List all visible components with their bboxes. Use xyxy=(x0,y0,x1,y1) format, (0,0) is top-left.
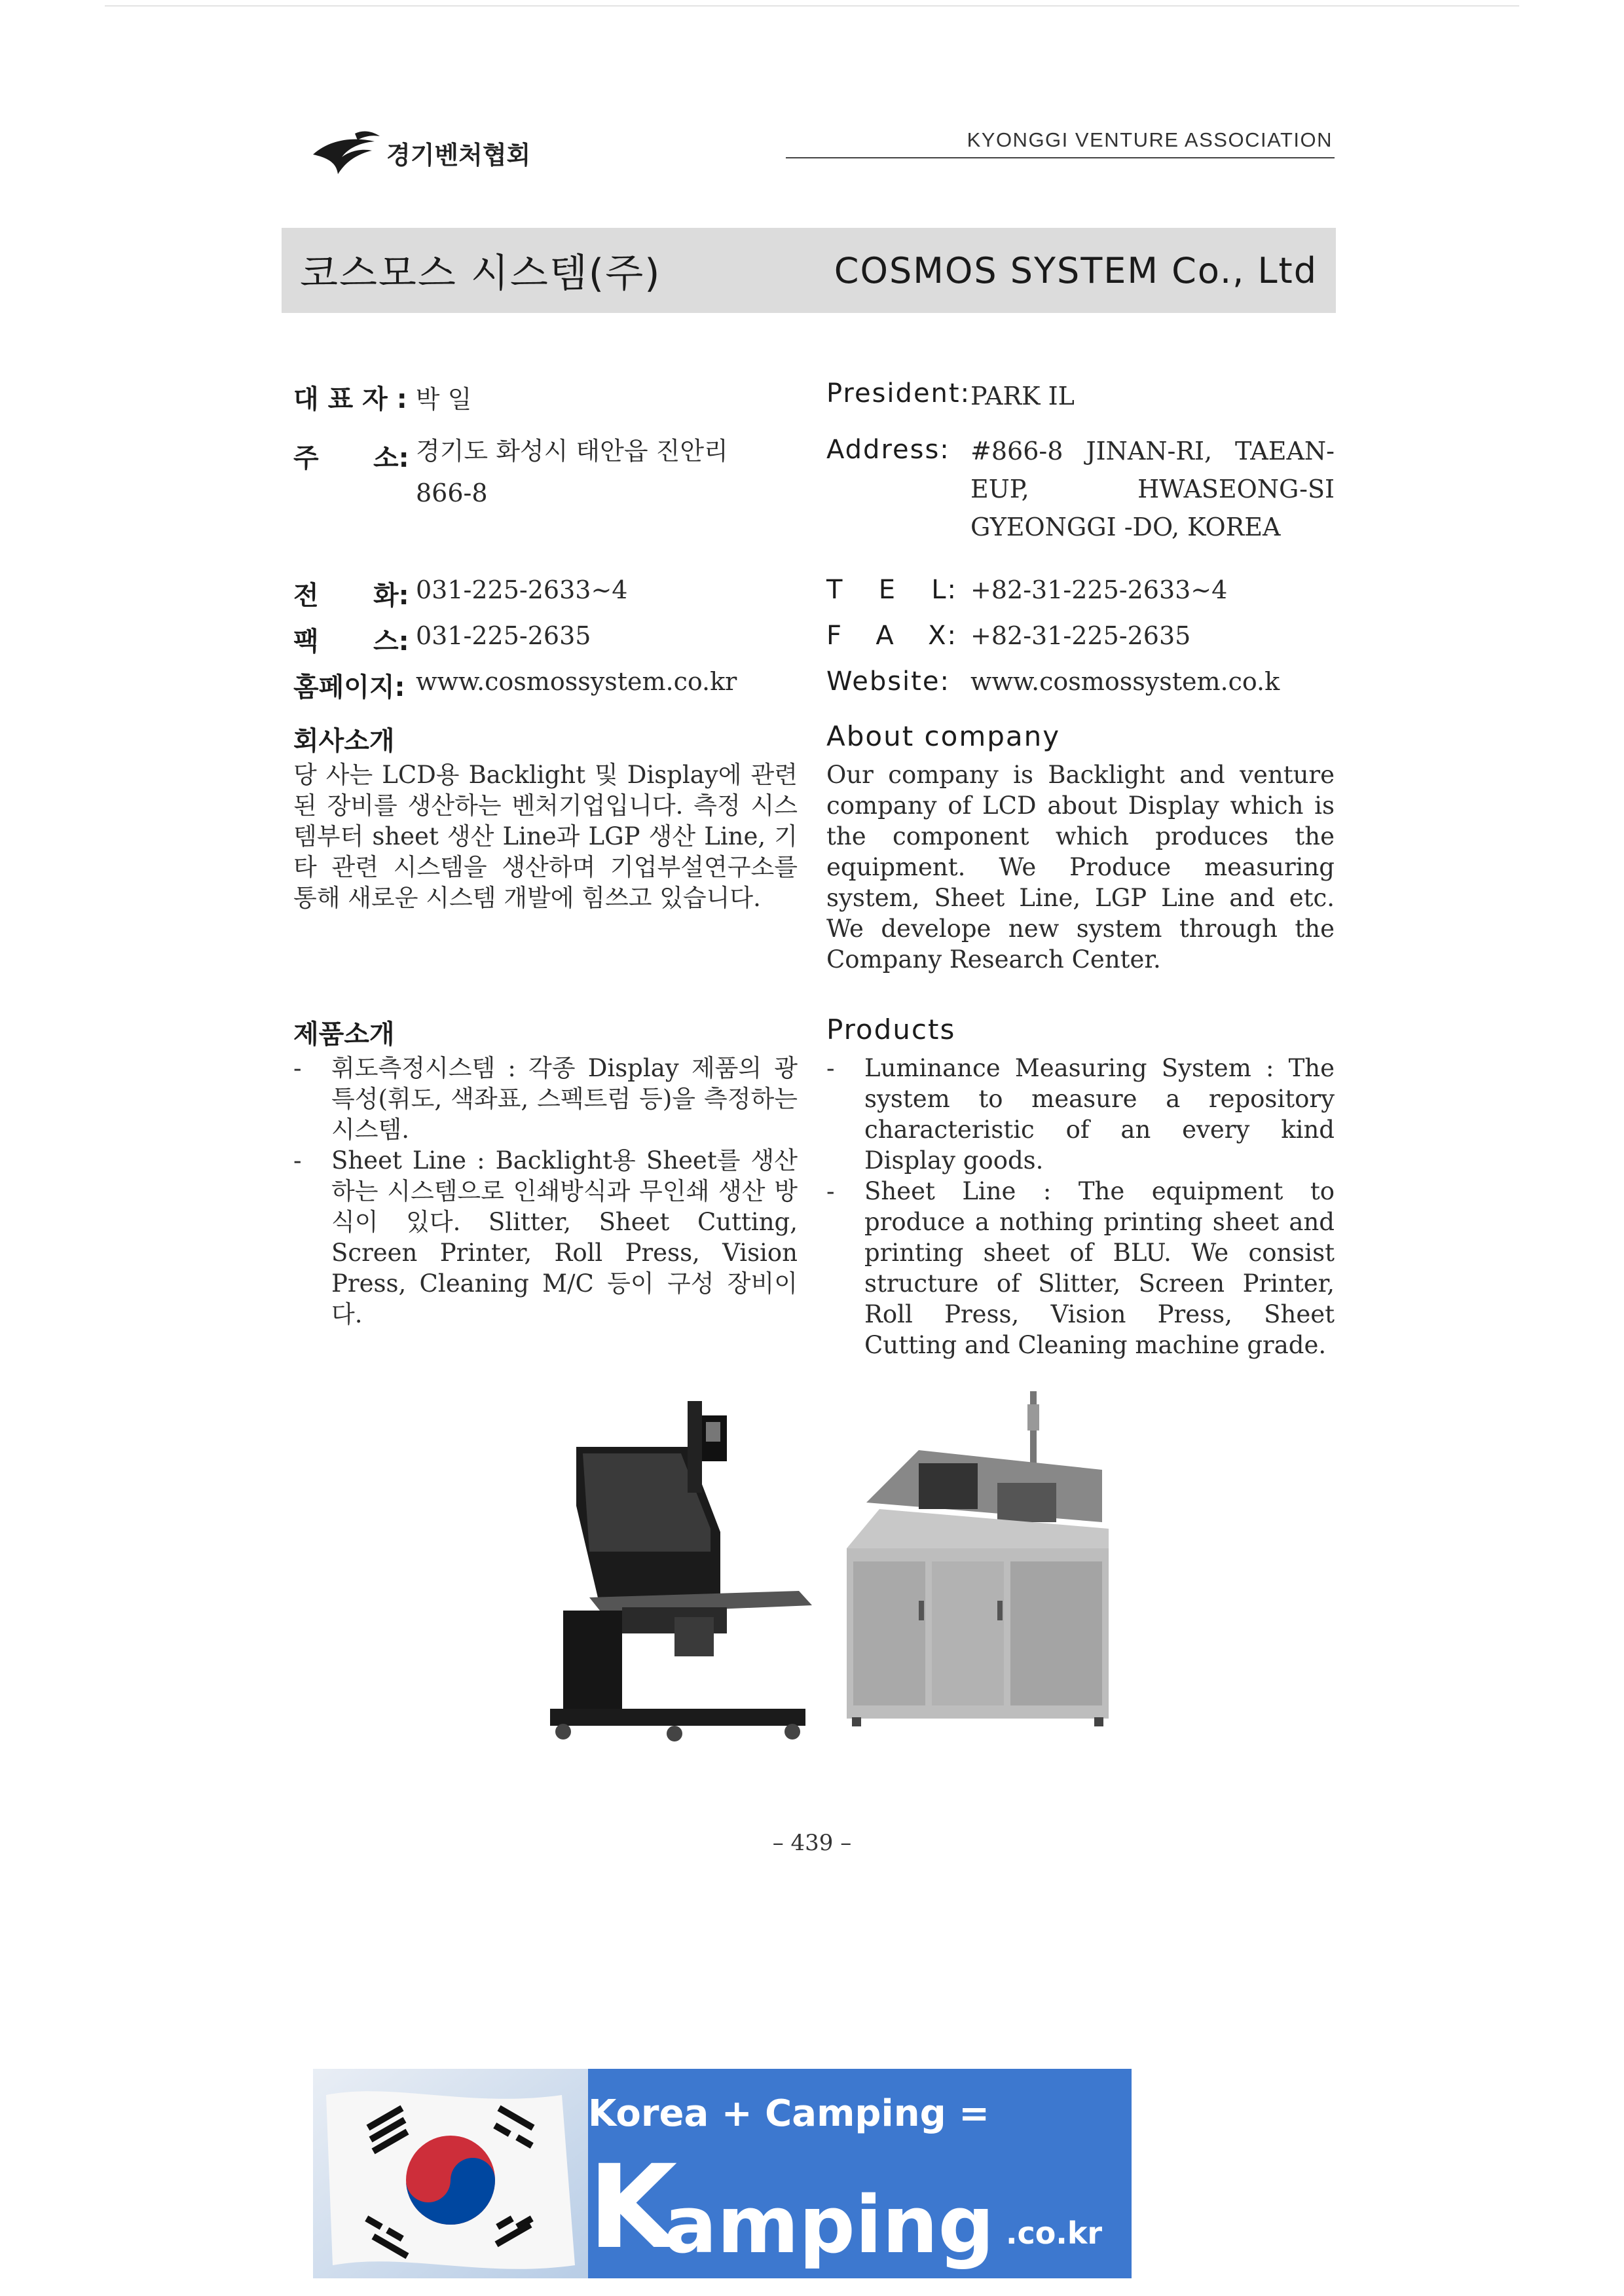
tel-label-l: L: xyxy=(931,575,957,605)
product-text: Sheet Line : The equipment to produce a nothing printing sheet and printing sheet of BLU. We consist structure of Slitter, Screen Printer, Roll Press, Vision Press, Sheet Cutting and Cleaning machine grade. xyxy=(864,1177,1335,1359)
scan-edge-line xyxy=(105,5,1519,7)
bullet-dash: - xyxy=(826,1177,835,1205)
bullet-dash: - xyxy=(293,1054,302,1082)
about-text-korean: 당 사는 LCD용 Backlight 및 Display에 관련된 장비를 생산하는 벤처기업입니다. 측정 시스템부터 sheet 생산 Line과 LGP 생산 Line, 기타 관련 시스템을 생산하며 기업부설연구소를 통해 새로운 시스템 개발에 힘쓰고 있습니다. xyxy=(293,761,798,912)
addr-value-1: 경기도 화성시 태안읍 진안리 xyxy=(416,437,728,465)
list-item xyxy=(826,1176,1335,1360)
web-label: 홈페이지: xyxy=(293,672,405,702)
sheet-line-machine-photo xyxy=(840,1391,1115,1732)
products-heading-korean: 제품소개 xyxy=(293,1019,395,1049)
products-list-korean xyxy=(293,1053,798,1330)
about-heading-english: About company xyxy=(826,720,1061,752)
list-item xyxy=(826,1053,1335,1176)
products-heading-english: Products xyxy=(826,1013,956,1046)
banner-domain-suffix: .co.kr xyxy=(1006,2215,1103,2251)
company-title-band xyxy=(282,228,1336,313)
address-label: Address: xyxy=(826,435,950,465)
address-value: #866-8 JINAN-RI, TAEAN-EUP, HWASEONG-SI GYEONGGI -DO, KOREA xyxy=(970,437,1335,541)
company-name-korean: 코스모스 시스템(주) xyxy=(300,251,661,297)
web-value[interactable]: www.cosmossystem.co.kr xyxy=(416,667,737,696)
banner-k-letter: K xyxy=(588,2140,678,2274)
tel-label-e: E xyxy=(878,575,896,605)
luminance-measuring-system-photo xyxy=(524,1401,825,1741)
list-item xyxy=(293,1145,798,1330)
fax-label-en xyxy=(826,621,957,651)
addr-value-2: 866-8 xyxy=(416,479,488,507)
products-list-english xyxy=(826,1053,1335,1360)
bullet-dash: - xyxy=(293,1146,302,1175)
fax-label-x: X: xyxy=(928,621,957,651)
product-text: 휘도측정시스템 : 각종 Display 제품의 광 특성(휘도, 색좌표, 스펙트럼 등)을 측정하는 시스템. xyxy=(331,1054,798,1144)
product-text: Sheet Line : Backlight용 Sheet를 생산하는 시스템으로 인쇄방식과 무인쇄 생산 방식이 있다. Slitter, Sheet Cutting, Screen Printer, Roll Press, Vision Press, Cleaning M/C 등이 구성 장비이다. xyxy=(331,1146,798,1328)
association-name: KYONGGI VENTURE ASSOCIATION xyxy=(967,128,1333,151)
company-name-english: COSMOS SYSTEM Co., Ltd xyxy=(834,249,1318,291)
header-rule xyxy=(786,157,1335,158)
list-item xyxy=(293,1053,798,1145)
addr-label-2: 소: xyxy=(373,443,409,473)
fax-label-2: 스: xyxy=(373,627,409,657)
logo-text: 경기벤처협회 xyxy=(386,140,531,170)
tel-label-en xyxy=(826,575,957,605)
rep-value: 박 일 xyxy=(415,385,472,414)
banner-headline: Korea + Camping = xyxy=(588,2092,990,2135)
president-value: PARK IL xyxy=(970,382,1075,410)
president-label: President: xyxy=(826,378,971,409)
kamping-banner[interactable] xyxy=(313,2069,1132,2278)
bullet-dash: - xyxy=(826,1054,835,1082)
fax-label-1: 팩 xyxy=(293,627,319,657)
fax-value-en: +82-31-225-2635 xyxy=(970,621,1191,650)
website-label: Website: xyxy=(826,666,950,697)
left-rep-row xyxy=(293,378,471,418)
fax-label-a: A xyxy=(876,621,895,651)
tel-label-t: T xyxy=(826,575,844,605)
addr-label-1: 주 xyxy=(293,443,319,473)
tel-label-2: 화: xyxy=(373,581,409,611)
about-text-english: Our company is Backlight and venture company of LCD about Display which is the component which produces the equipment. We Produce measuring system, Sheet Line, LGP Line and etc. We develope new system through the Company Research Center. xyxy=(826,761,1335,974)
banner-amping-text: amping xyxy=(664,2180,995,2271)
tel-value-en: +82-31-225-2633~4 xyxy=(970,575,1228,604)
fax-label-f: F xyxy=(826,621,843,651)
tel-value: 031-225-2633~4 xyxy=(416,575,628,604)
website-value[interactable]: www.cosmossystem.co.k xyxy=(970,667,1280,696)
fax-value: 031-225-2635 xyxy=(416,621,591,650)
product-text: Luminance Measuring System : The system to measure a repository characteristic of an every kind Display goods. xyxy=(864,1054,1335,1175)
association-logo xyxy=(309,128,530,177)
swallow-logo-icon xyxy=(309,128,385,177)
about-heading-korean: 회사소개 xyxy=(293,726,395,756)
rep-label: 대 표 자 : xyxy=(293,384,407,414)
page-number: – 439 – xyxy=(772,1830,852,1856)
korean-flag-icon xyxy=(313,2069,588,2278)
tel-label-1: 전 xyxy=(293,581,319,611)
